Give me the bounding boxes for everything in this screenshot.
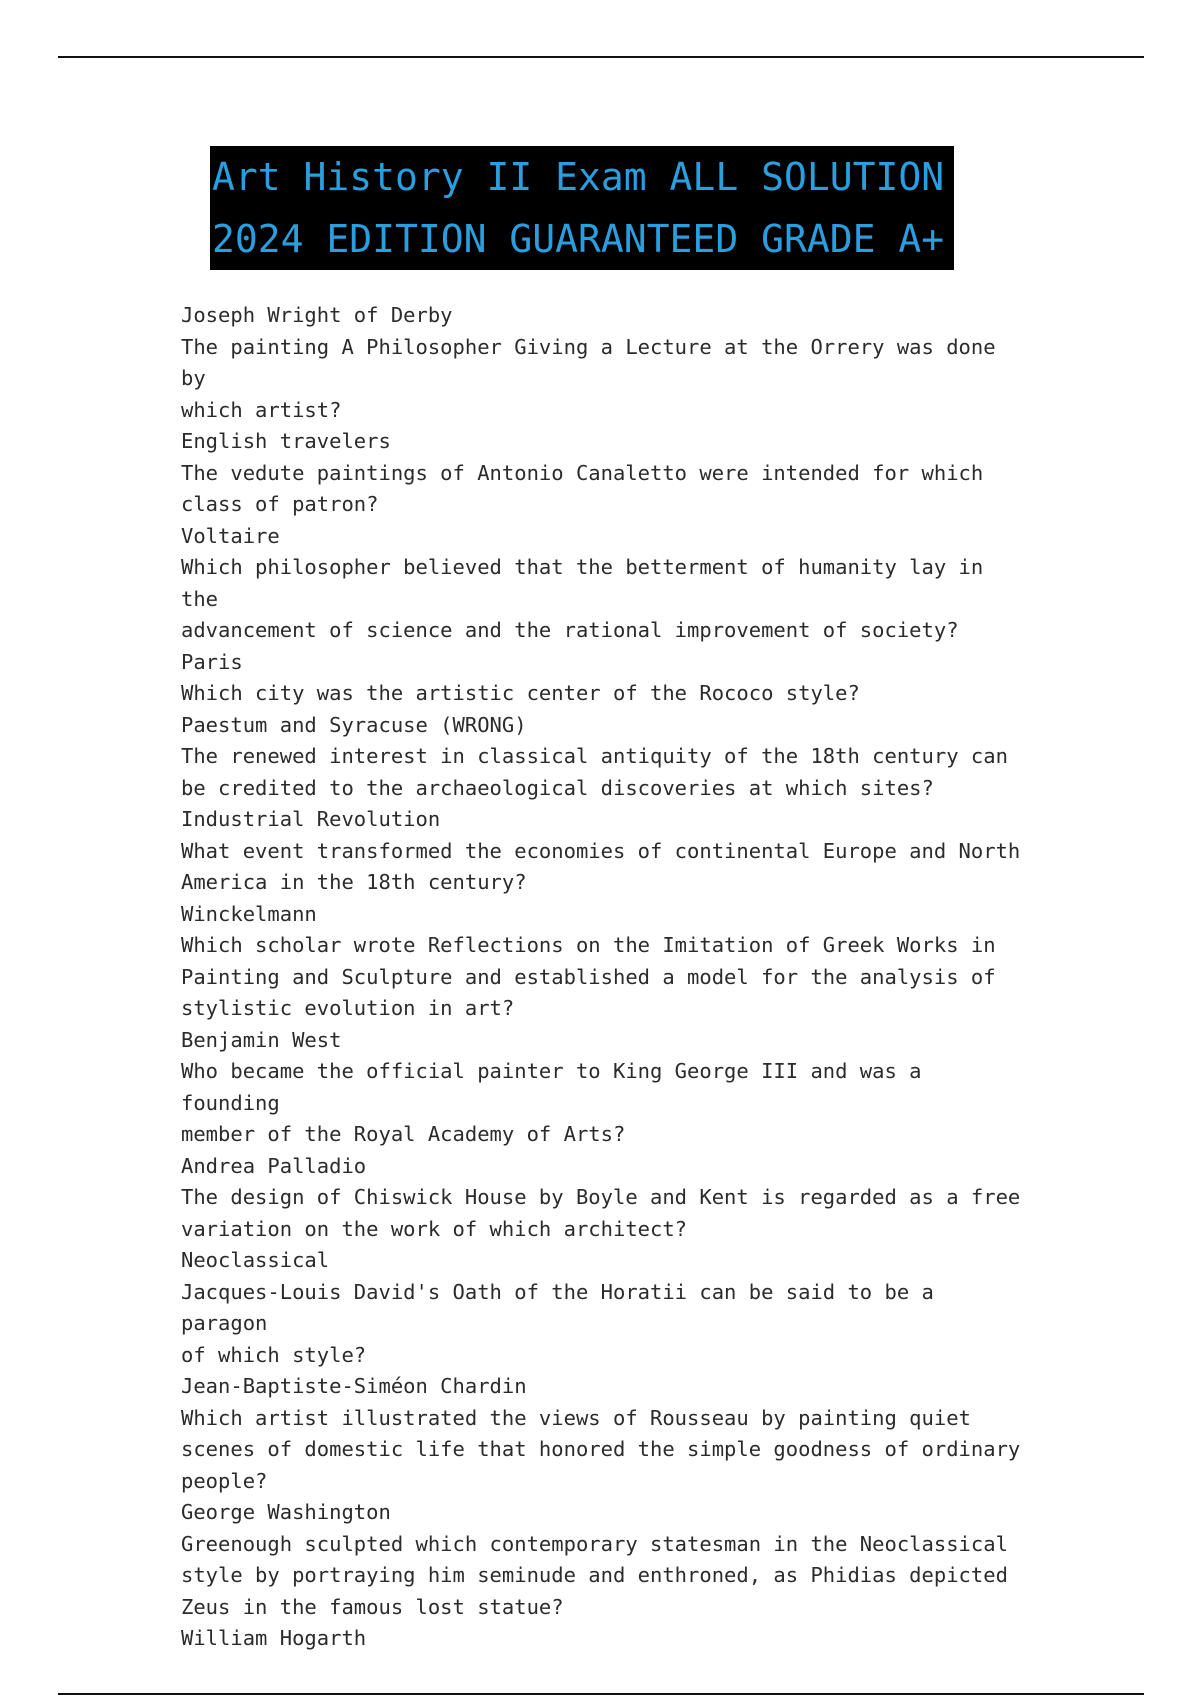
document-title [210, 146, 1030, 270]
question-line: Who became the official painter to King George III and was a founding [181, 1059, 934, 1115]
question-line: member of the Royal Academy of Arts? [181, 1122, 626, 1146]
answer-line: Paris [181, 649, 243, 674]
answer-line: Joseph Wright of Derby [181, 303, 453, 327]
question-line: Which artist illustrated the views of Rousseau by painting quiet [181, 1405, 971, 1430]
question-line: be credited to the archaeological discoveries at which sites? [181, 775, 934, 800]
answer-line: Andrea Palladio [181, 1153, 367, 1178]
question-line: Which city was the artistic center of the Rococo style? [181, 681, 860, 705]
question-line: stylistic evolution in art? [181, 996, 515, 1020]
question-line: The design of Chiswick House by Boyle and Kent is regarded as a free [181, 1185, 1021, 1209]
question-line: scenes of domestic life that honored the simple goodness of ordinary [181, 1437, 1021, 1461]
answer-line: Voltaire [181, 523, 280, 548]
question-line: Which scholar wrote Reflections on the Imitation of Greek Works in [181, 933, 996, 957]
question-line: of which style? [181, 1342, 367, 1367]
title-line-1: Art History II Exam ALL SOLUTION [210, 146, 954, 208]
title-line-2: 2024 EDITION GUARANTEED GRADE A+ [210, 208, 954, 270]
question-line: The renewed interest in classical antiquity of the 18th century can [181, 744, 1008, 768]
question-line: America in the 18th century? [181, 870, 527, 894]
answer-line: William Hogarth [181, 1626, 367, 1650]
question-line: Zeus in the famous lost statue? [181, 1594, 564, 1619]
question-line: What event transformed the economies of continental Europe and North [181, 838, 1021, 863]
answer-line: Winckelmann [181, 901, 317, 926]
question-line: advancement of science and the rational improvement of society? [181, 618, 959, 642]
question-line: variation on the work of which architect? [181, 1216, 688, 1241]
question-line: The vedute paintings of Antonio Canaletto were intended for which [181, 460, 984, 485]
answer-line: Neoclassical [181, 1248, 330, 1272]
question-line: Greenough sculpted which contemporary statesman in the Neoclassical [181, 1531, 1008, 1556]
question-line: Painting and Sculpture and established a model for the analysis of [181, 964, 996, 989]
question-line: which artist? [181, 397, 342, 422]
question-line: The painting A Philosopher Giving a Lecture at the Orrery was done by [181, 334, 1008, 390]
header-rule [58, 56, 1144, 58]
qa-content [181, 300, 1021, 1655]
footer-rule [58, 1693, 1144, 1695]
question-line: style by portraying him seminude and enthroned, as Phidias depicted [181, 1563, 1008, 1587]
question-line: Which philosopher believed that the betterment of humanity lay in the [181, 555, 996, 611]
question-line: Jacques-Louis David's Oath of the Horatii can be said to be a paragon [181, 1279, 947, 1335]
question-line: people? [181, 1468, 268, 1493]
answer-line: George Washington [181, 1500, 391, 1524]
answer-line: Jean-Baptiste-Siméon Chardin [181, 1374, 527, 1398]
answer-line: Paestum and Syracuse (WRONG) [181, 712, 527, 737]
question-line: class of patron? [181, 492, 379, 516]
answer-line: English travelers [181, 429, 391, 453]
answer-line: Industrial Revolution [181, 807, 441, 831]
answer-line: Benjamin West [181, 1027, 342, 1052]
